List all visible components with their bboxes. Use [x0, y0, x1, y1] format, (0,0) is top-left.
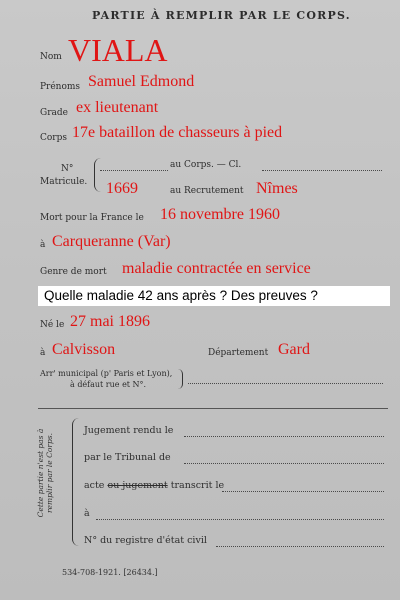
label-grade: Grade: [40, 108, 68, 118]
reserved-struck-text: ou jugement: [107, 480, 168, 491]
label-departement: Département: [208, 348, 269, 358]
au-corps-cl-dots: [262, 170, 382, 171]
reserved-dots-5: [216, 546, 384, 547]
section-separator: [38, 408, 388, 409]
value-prenoms: Samuel Edmond: [88, 73, 195, 90]
reserved-line-jugement: Jugement rendu le: [84, 425, 174, 436]
form-footer-ref: 534-708-1921. [26434.]: [62, 568, 158, 577]
reserved-line-registre: N° du registre d'état civil: [84, 535, 207, 546]
reserved-dots-1: [184, 436, 384, 437]
label-au-corps: au Corps. — Cl.: [170, 160, 242, 170]
label-mort: Mort pour la France le: [40, 213, 144, 223]
value-matricule: 1669: [106, 180, 138, 197]
label-genre-mort: Genre de mort: [40, 267, 107, 277]
value-departement: Gard: [278, 341, 310, 358]
value-corps: 17e bataillon de chasseurs à pied: [72, 124, 283, 141]
au-corps-dots: [100, 170, 168, 171]
value-mort-date: 16 novembre 1960: [160, 206, 280, 223]
value-ne-date: 27 mai 1896: [70, 313, 150, 330]
reserved-side-label: Cette partie n'est pas à remplir par le Corps.: [36, 428, 54, 518]
reserved-transcrit-text: transcrit le: [170, 480, 225, 491]
label-matricule: Matricule.: [40, 177, 88, 187]
label-a-mort: à: [40, 240, 46, 250]
reserved-bracket: [72, 418, 79, 546]
label-ne-le: Né le: [40, 320, 65, 330]
value-grade: ex lieutenant: [76, 99, 159, 116]
label-au-recrutement: au Recrutement: [170, 186, 244, 196]
reserved-dots-3: [222, 491, 384, 492]
label-arr-line2: à défaut rue et N°.: [70, 380, 147, 389]
arr-bracket: [178, 369, 183, 389]
value-mort-lieu: Carqueranne (Var): [52, 233, 171, 250]
value-recrutement: Nîmes: [256, 180, 298, 197]
reserved-line-a: à: [84, 508, 90, 519]
reserved-acte-text: acte: [84, 480, 105, 491]
label-prenoms: Prénoms: [40, 82, 81, 92]
reserved-line-tribunal: par le Tribunal de: [84, 452, 171, 463]
label-corps: Corps: [40, 133, 67, 143]
matricule-bracket: [94, 158, 101, 192]
label-matricule-no: N°: [61, 164, 74, 174]
reserved-dots-2: [184, 463, 384, 464]
value-ne-lieu: Calvisson: [52, 341, 116, 358]
annotation-banner: Quelle maladie 42 ans après ? Des preuves ?: [38, 286, 390, 306]
arr-dots: [188, 383, 383, 384]
reserved-line-acte: [84, 480, 224, 491]
label-a-naissance: à: [40, 348, 46, 358]
value-nom: VIALA: [68, 32, 168, 68]
label-nom: Nom: [40, 52, 62, 62]
reserved-dots-4: [96, 519, 384, 520]
value-genre-mort: maladie contractée en service: [122, 260, 311, 277]
form-heading: PARTIE À REMPLIR PAR LE CORPS.: [92, 9, 351, 22]
label-arr-line1: Arr' municipal (p' Paris et Lyon),: [40, 369, 173, 378]
